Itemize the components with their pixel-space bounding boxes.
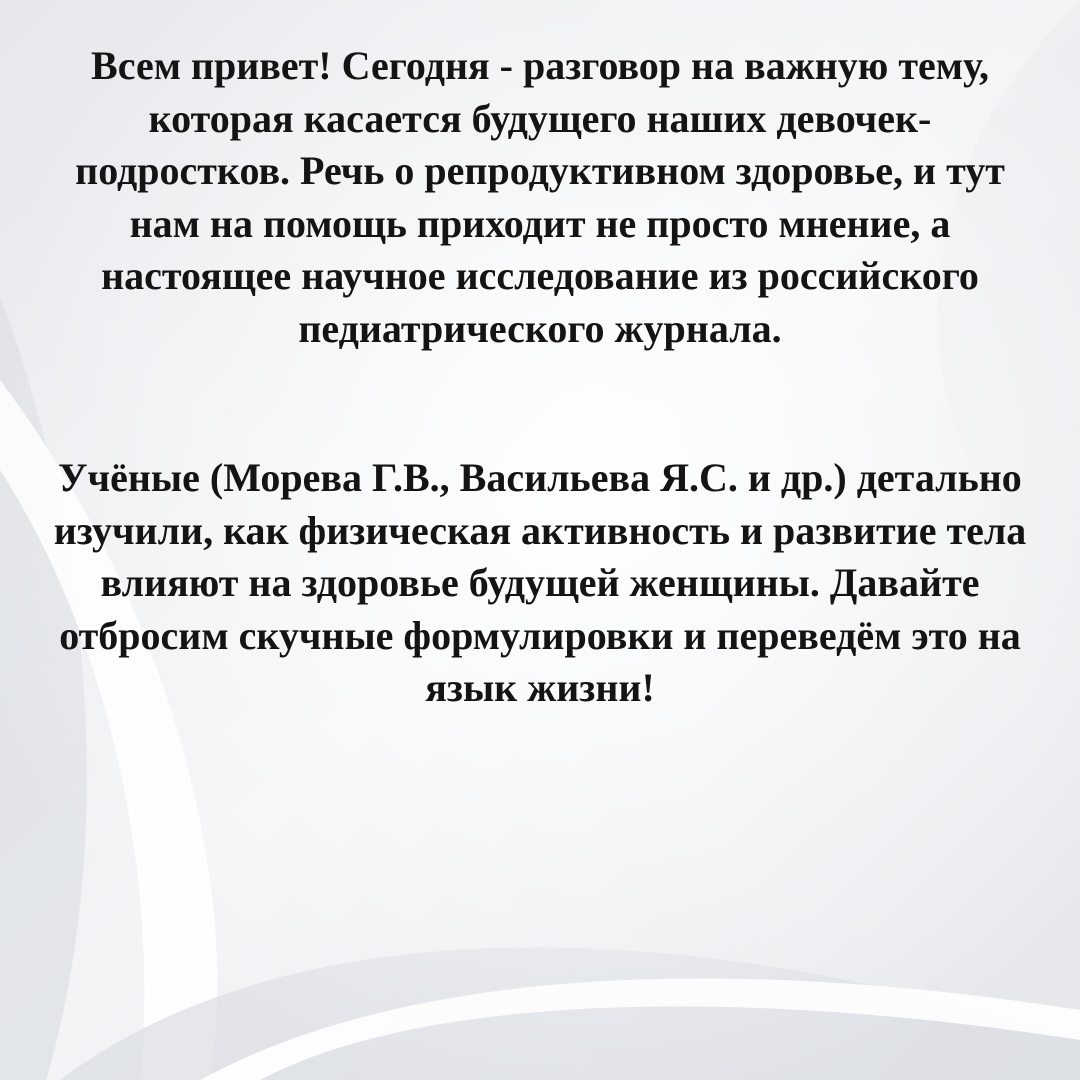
study-paragraph: Учёные (Морева Г.В., Васильева Я.С. и др.) детально изучили, как физическая активность и развитие тела влияют на здоровье будущей женщины. Давайте отбросим скучные формулировки и переведём это на язык жизни! (53, 455, 1027, 710)
intro-paragraph: Всем привет! Сегодня - разговор на важную тему, которая касается будущего наших девочек- подростков. Речь о репродуктивном здоровье, и тут нам на помощь приходит не просто мнение, а настоящее научное исследование из российского педиатрического журнала. (75, 43, 1005, 351)
